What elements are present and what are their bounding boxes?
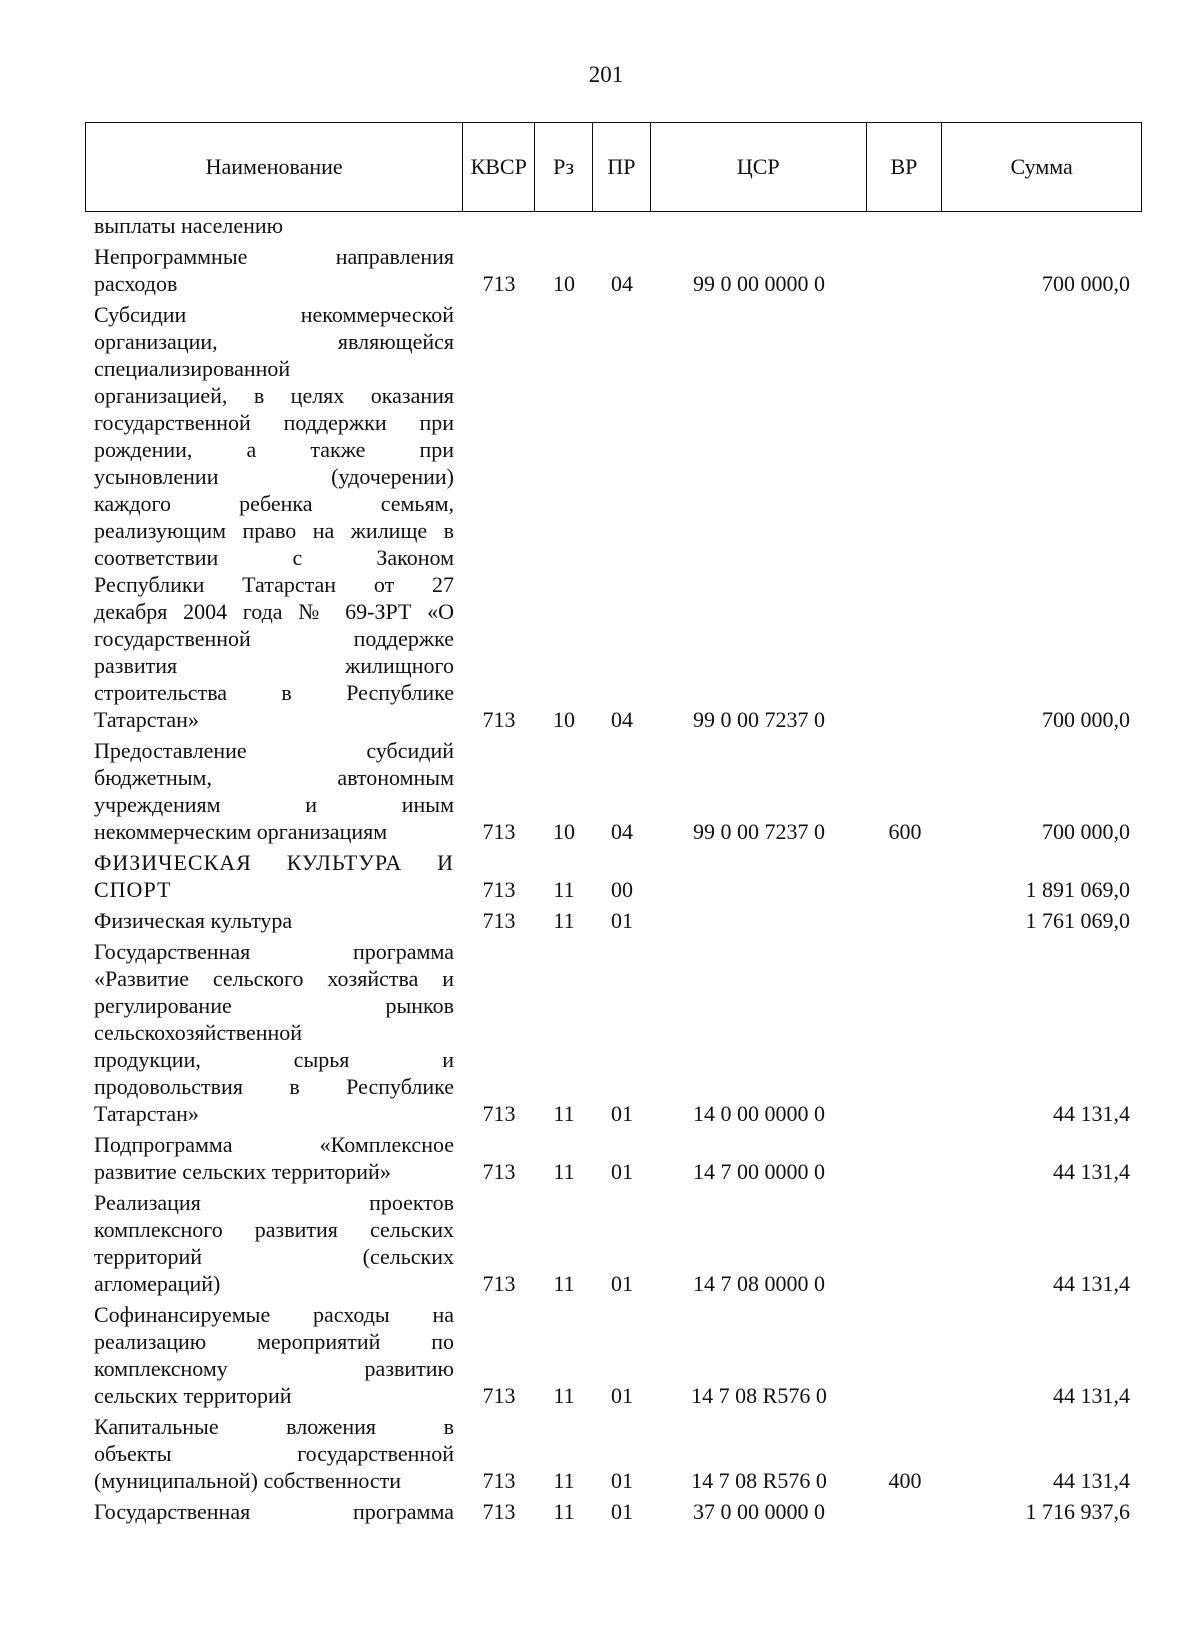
row-kvsr: 713	[482, 1159, 516, 1184]
row-name-line: Государственная программа	[94, 1499, 454, 1524]
row-csr: 37 0 00 0000 0	[693, 1499, 825, 1524]
row-name-line: реализацию мероприятий по	[94, 1329, 454, 1354]
table-body	[85, 212, 1142, 1525]
row-rz: 10	[553, 271, 575, 296]
row-name-line: организации, являющейся	[94, 329, 454, 354]
row-csr: 14 0 00 0000 0	[693, 1101, 825, 1126]
row-rz: 11	[553, 1271, 575, 1296]
row-kvsr: 713	[482, 271, 516, 296]
row-name-line: СПОРТ	[94, 877, 172, 902]
table-header	[85, 122, 1142, 212]
row-rz: 11	[553, 1159, 575, 1184]
row-name-line: Предоставление субсидий	[94, 738, 454, 763]
row-sum: 1 716 937,6	[1025, 1499, 1130, 1524]
row-name	[85, 301, 463, 733]
row-name-line: декабря 2004 года № 69-ЗРТ «О	[94, 599, 454, 624]
row-rz: 10	[553, 707, 575, 732]
row-csr: 14 7 00 0000 0	[693, 1159, 825, 1184]
row-sum: 44 131,4	[1053, 1159, 1130, 1184]
row-name-line: бюджетным, автономным	[94, 765, 454, 790]
row-pr: 04	[611, 819, 633, 844]
row-kvsr: 713	[482, 1383, 516, 1408]
row-name-line: ФИЗИЧЕСКАЯ КУЛЬТУРА И	[94, 850, 454, 875]
row-kvsr: 713	[482, 908, 516, 933]
row-name-line: регулирование рынков	[94, 993, 454, 1018]
row-name-line: Татарстан»	[94, 1101, 199, 1126]
row-name-line: сельскохозяйственной	[94, 1020, 303, 1045]
row-name-line: Софинансируемые расходы на	[94, 1302, 454, 1327]
row-sum: 44 131,4	[1053, 1101, 1130, 1126]
row-name	[85, 1301, 463, 1409]
row-rz: 11	[553, 877, 575, 902]
row-vr: 400	[888, 1468, 922, 1493]
row-name-line: развития жилищного	[94, 653, 454, 678]
row-name-line: некоммерческим организациям	[94, 819, 388, 844]
row-csr: 99 0 00 0000 0	[693, 271, 825, 296]
header-kvsr: КВСР	[463, 123, 535, 211]
row-name-line: сельских территорий	[94, 1383, 292, 1408]
page-number: 201	[588, 62, 624, 87]
row-pr: 01	[611, 1159, 633, 1184]
row-name-line: объекты государственной	[94, 1441, 454, 1466]
row-pr: 01	[611, 1468, 633, 1493]
row-name-line: Физическая культура	[94, 908, 293, 933]
table-row	[85, 737, 1142, 845]
row-name-line: Татарстан»	[94, 707, 199, 732]
row-kvsr: 713	[482, 707, 516, 732]
row-name-line: соответствии с Законом	[94, 545, 454, 570]
row-name-line: каждого ребенка семьям,	[94, 491, 454, 516]
row-pr: 01	[611, 1271, 633, 1296]
row-name-line: государственной поддержки при	[94, 410, 454, 435]
row-csr: 14 7 08 R576 0	[691, 1383, 827, 1408]
header-rz: Рз	[535, 123, 593, 211]
row-rz: 11	[553, 1383, 575, 1408]
row-name-line: Непрограммные направления	[94, 244, 454, 269]
row-sum: 1 761 069,0	[1025, 908, 1130, 933]
row-name-line: Капитальные вложения в	[94, 1414, 454, 1439]
row-pr: 04	[611, 707, 633, 732]
row-kvsr: 713	[482, 819, 516, 844]
row-name-line: Государственная программа	[94, 939, 454, 964]
table-row	[85, 301, 1142, 733]
header-vr: ВР	[867, 123, 943, 211]
header-sum: Сумма	[1010, 154, 1073, 179]
row-name-line: развитие сельских территорий»	[94, 1159, 391, 1184]
row-pr: 00	[611, 877, 633, 902]
row-name-line: государственной поддержке	[94, 626, 454, 651]
row-rz: 11	[553, 908, 575, 933]
row-csr: 99 0 00 7237 0	[693, 707, 825, 732]
row-pr: 01	[611, 1383, 633, 1408]
table-row	[85, 1498, 1142, 1525]
row-csr: 14 7 08 R576 0	[691, 1468, 827, 1493]
row-pr: 01	[611, 908, 633, 933]
row-name-line: строительства в Республике	[94, 680, 454, 705]
row-csr: 99 0 00 7237 0	[693, 819, 825, 844]
row-name	[85, 243, 463, 297]
row-csr: 14 7 08 0000 0	[693, 1271, 825, 1296]
row-kvsr: 713	[482, 877, 516, 902]
row-name	[85, 1413, 463, 1494]
row-name-line: комплексного развития сельских	[94, 1217, 454, 1242]
row-name	[85, 938, 463, 1127]
row-name-line: специализированной	[94, 356, 291, 381]
row-name	[85, 1498, 463, 1525]
row-name	[85, 737, 463, 845]
row-sum: 44 131,4	[1053, 1468, 1130, 1493]
table-row	[85, 849, 1142, 903]
row-kvsr: 713	[482, 1101, 516, 1126]
table-row	[85, 1131, 1142, 1185]
table-row	[85, 212, 1142, 239]
row-name	[85, 849, 463, 903]
row-pr: 01	[611, 1101, 633, 1126]
row-name-line: агломераций)	[94, 1271, 221, 1296]
row-name-line: Республики Татарстан от 27	[94, 572, 454, 597]
row-name-line: «Развитие сельского хозяйства и	[94, 966, 454, 991]
row-name-line: продовольствия в Республике	[94, 1074, 454, 1099]
row-kvsr: 713	[482, 1468, 516, 1493]
header-csr: ЦСР	[651, 123, 867, 211]
row-name-line: Субсидии некоммерческой	[94, 302, 454, 327]
row-name-line: продукции, сырья и	[94, 1047, 454, 1072]
row-name-line: территорий (сельских	[94, 1244, 454, 1269]
table-row	[85, 938, 1142, 1127]
row-name-line: Подпрограмма «Комплексное	[94, 1132, 454, 1157]
header-pr: ПР	[593, 123, 651, 211]
row-name-line: реализующим право на жилище в	[94, 518, 454, 543]
table-row	[85, 243, 1142, 297]
row-name-line: организацией, в целях оказания	[94, 383, 454, 408]
row-name	[85, 212, 463, 239]
header-name: Наименование	[86, 123, 463, 211]
row-pr: 04	[611, 271, 633, 296]
row-kvsr: 713	[482, 1271, 516, 1296]
table-row	[85, 1189, 1142, 1297]
row-sum: 44 131,4	[1053, 1271, 1130, 1296]
row-name-line: выплаты населению	[94, 213, 284, 238]
row-name-line: усыновлении (удочерении)	[94, 464, 454, 489]
row-name-line: комплексному развитию	[94, 1356, 454, 1381]
row-pr: 01	[611, 1499, 633, 1524]
row-rz: 11	[553, 1101, 575, 1126]
row-name-line: учреждениям и иным	[94, 792, 454, 817]
row-vr: 600	[888, 819, 922, 844]
table-row	[85, 1301, 1142, 1409]
table-row	[85, 1413, 1142, 1494]
row-name	[85, 1189, 463, 1297]
row-sum: 700 000,0	[1042, 707, 1130, 732]
row-rz: 10	[553, 819, 575, 844]
row-rz: 11	[553, 1499, 575, 1524]
row-kvsr: 713	[482, 1499, 516, 1524]
row-sum: 44 131,4	[1053, 1383, 1130, 1408]
row-sum: 700 000,0	[1042, 271, 1130, 296]
row-rz: 11	[553, 1468, 575, 1493]
row-sum: 1 891 069,0	[1025, 877, 1130, 902]
table-row	[85, 907, 1142, 934]
row-name-line: расходов	[94, 271, 178, 296]
row-name	[85, 907, 463, 934]
row-name-line: Реализация проектов	[94, 1190, 454, 1215]
row-name-line: (муниципальной) собственности	[94, 1468, 402, 1493]
row-name-line: рождении, а также при	[94, 437, 454, 462]
row-name	[85, 1131, 463, 1185]
row-sum: 700 000,0	[1042, 819, 1130, 844]
